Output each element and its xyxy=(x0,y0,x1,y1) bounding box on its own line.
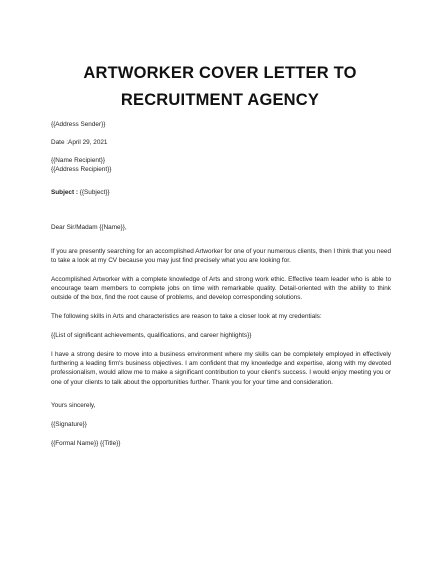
title-line-1: ARTWORKER COVER LETTER TO xyxy=(83,64,357,82)
closing: Yours sincerely, xyxy=(51,401,96,409)
signature: {{Signature}} xyxy=(51,420,87,428)
letter-date: Date :April 29, 2021 xyxy=(51,139,108,147)
letter-body xyxy=(51,120,391,448)
address-sender: {{Address Sender}} xyxy=(51,121,106,128)
formal-name: {{Formal Name}} {{Title}} xyxy=(51,439,121,447)
subject-line xyxy=(51,188,391,197)
paragraph-closing-statement: I have a strong desire to move into a business environment where my skills can be completely employed in effectively furthering a leading firm's business objectives. I am confident that my knowledge and expertise, along with my devoted professionalism, would allow me to make a significant contribution to your client's success. I would enjoy meeting you or one of your clients to talk about the opportunities further. Thank you for your time and consideration. xyxy=(51,351,391,386)
salutation: Dear Sir/Madam {{Name}}, xyxy=(51,224,127,232)
paragraph-summary: Accomplished Artworker with a complete knowledge of Arts and strong work ethic. Effective team leader who is able to encourage team members to complete jobs on time with remarkable quality. Detail-oriented with the ability to think outside of the box, find the root cause of problems, and develop corresponding solutions. xyxy=(51,275,391,301)
document-title xyxy=(40,60,400,114)
paragraph-achievements: {{List of significant achievements, qualifications, and career highlights}} xyxy=(51,332,252,340)
subject-label: Subject : xyxy=(51,189,78,197)
name-recipient: {{Name Recipient}} xyxy=(51,157,106,165)
address-recipient: {{Address Recipient}} xyxy=(51,166,112,174)
title-line-2: RECRUITMENT AGENCY xyxy=(120,91,320,109)
paragraph-skills: The following skills in Arts and characteristics are reason to take a closer look at my credentials: xyxy=(51,313,322,321)
subject-value: {{Subject}} xyxy=(78,189,110,197)
paragraph-intro: If you are presently searching for an accomplished Artworker for one of your numerous clients, then I think that you need to take a look at my CV because you may just find precisely what you are looking for. xyxy=(51,247,391,264)
